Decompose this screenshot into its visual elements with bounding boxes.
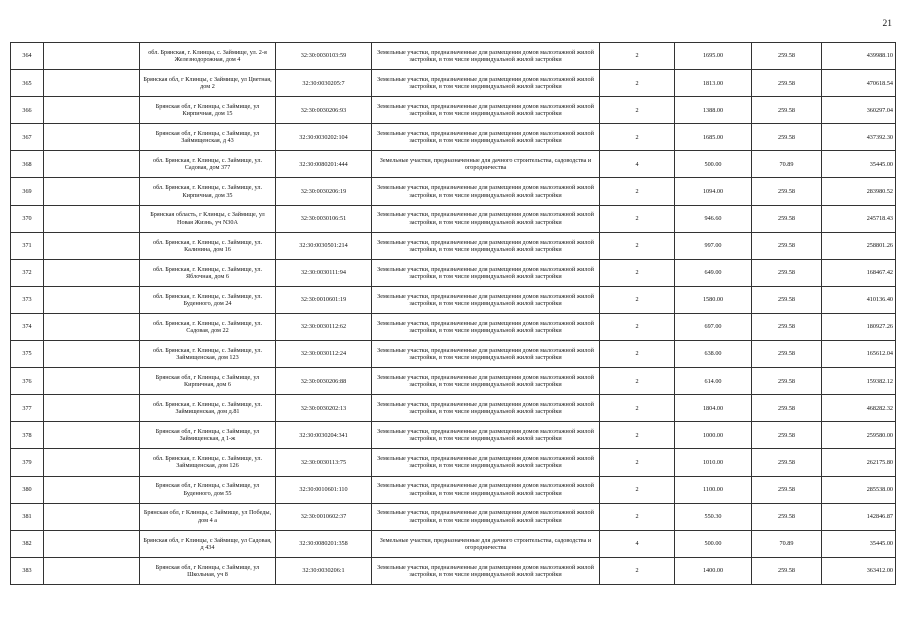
row-number-cell: 380 xyxy=(11,476,44,503)
land-use-cell: Земельные участки, предназначенные для размещения домов малоэтажной жилой застройки, в том числе индивидуальной жилой застройки xyxy=(372,70,600,97)
land-use-cell: Земельные участки, предназначенные для размещения домов малоэтажной жилой застройки, в том числе индивидуальной жилой застройки xyxy=(372,97,600,124)
spacer-cell xyxy=(44,259,140,286)
rate-cell: 70.89 xyxy=(752,530,822,557)
row-number-cell: 368 xyxy=(11,151,44,178)
cadastral-value-cell: 259580.00 xyxy=(822,422,896,449)
table-row xyxy=(11,232,896,259)
row-number-cell: 378 xyxy=(11,422,44,449)
cadastral-number-cell: 32:30:0030205:7 xyxy=(276,70,372,97)
area-cell: 649.00 xyxy=(675,259,752,286)
cadastral-number-cell: 32:30:0030206:19 xyxy=(276,178,372,205)
cadastral-number-cell: 32:30:0030111:94 xyxy=(276,259,372,286)
group-cell: 2 xyxy=(600,124,675,151)
cadastral-value-cell: 437392.30 xyxy=(822,124,896,151)
spacer-cell xyxy=(44,124,140,151)
row-number-cell: 375 xyxy=(11,341,44,368)
table-row xyxy=(11,43,896,70)
table-row xyxy=(11,476,896,503)
cadastral-value-cell: 360297.04 xyxy=(822,97,896,124)
group-cell: 2 xyxy=(600,178,675,205)
cadastral-number-cell: 32:30:0080201:358 xyxy=(276,530,372,557)
land-use-cell: Земельные участки, предназначенные для дачного строительства, садоводства и огородничества xyxy=(372,151,600,178)
group-cell: 2 xyxy=(600,70,675,97)
rate-cell: 259.58 xyxy=(752,124,822,151)
spacer-cell xyxy=(44,97,140,124)
cadastral-number-cell: 32:30:0030106:51 xyxy=(276,205,372,232)
cadastral-number-cell: 32:30:0030112:62 xyxy=(276,313,372,340)
cadastral-value-cell: 283980.52 xyxy=(822,178,896,205)
spacer-cell xyxy=(44,205,140,232)
spacer-cell xyxy=(44,341,140,368)
row-number-cell: 379 xyxy=(11,449,44,476)
rate-cell: 259.58 xyxy=(752,368,822,395)
table-row xyxy=(11,395,896,422)
rate-cell: 70.89 xyxy=(752,151,822,178)
group-cell: 2 xyxy=(600,43,675,70)
group-cell: 4 xyxy=(600,151,675,178)
land-use-cell: Земельные участки, предназначенные для размещения домов малоэтажной жилой застройки, в том числе индивидуальной жилой застройки xyxy=(372,232,600,259)
row-number-cell: 377 xyxy=(11,395,44,422)
area-cell: 1000.00 xyxy=(675,422,752,449)
table-body xyxy=(11,43,896,585)
address-cell: обл. Брянская, г. Клинцы, с. Займище, ул. Садовая, дом 377 xyxy=(140,151,276,178)
cadastral-number-cell: 32:30:0030206:1 xyxy=(276,557,372,584)
land-use-cell: Земельные участки, предназначенные для размещения домов малоэтажной жилой застройки, в том числе индивидуальной жилой застройки xyxy=(372,557,600,584)
cadastral-number-cell: 32:30:0030202:13 xyxy=(276,395,372,422)
cadastral-value-cell: 142846.87 xyxy=(822,503,896,530)
cadastral-value-cell: 245718.43 xyxy=(822,205,896,232)
address-cell: Брянская обл, г Клинцы, с Займище, ул Кирпичная, дом 15 xyxy=(140,97,276,124)
cadastral-value-cell: 35445.00 xyxy=(822,530,896,557)
rate-cell: 259.58 xyxy=(752,70,822,97)
row-number-cell: 365 xyxy=(11,70,44,97)
area-cell: 1094.00 xyxy=(675,178,752,205)
table-row xyxy=(11,286,896,313)
cadastral-value-cell: 159382.12 xyxy=(822,368,896,395)
rate-cell: 259.58 xyxy=(752,178,822,205)
cadastral-value-cell: 180927.26 xyxy=(822,313,896,340)
spacer-cell xyxy=(44,70,140,97)
address-cell: Брянская обл, г Клинцы, с Займище, ул Буденного, дом 55 xyxy=(140,476,276,503)
address-cell: обл. Брянская, г. Клинцы, с. Займище, ул. Яблочная, дом 6 xyxy=(140,259,276,286)
area-cell: 550.30 xyxy=(675,503,752,530)
rate-cell: 259.58 xyxy=(752,259,822,286)
address-cell: Брянская обл, г Клинцы, с Займище, ул Займищенская, д 1-ж xyxy=(140,422,276,449)
address-cell: обл. Брянская, г. Клинцы, с. Займище, ул. Займищенская, дом 123 xyxy=(140,341,276,368)
group-cell: 2 xyxy=(600,449,675,476)
address-cell: Брянская обл, г Клинцы, с Займище, ул Школьная, уч 8 xyxy=(140,557,276,584)
table-row xyxy=(11,70,896,97)
area-cell: 638.00 xyxy=(675,341,752,368)
spacer-cell xyxy=(44,422,140,449)
area-cell: 500.00 xyxy=(675,530,752,557)
cadastral-number-cell: 32:30:0030204:341 xyxy=(276,422,372,449)
rate-cell: 259.58 xyxy=(752,557,822,584)
spacer-cell xyxy=(44,286,140,313)
page-number: 21 xyxy=(882,19,892,29)
row-number-cell: 382 xyxy=(11,530,44,557)
rate-cell: 259.58 xyxy=(752,43,822,70)
rate-cell: 259.58 xyxy=(752,476,822,503)
row-number-cell: 367 xyxy=(11,124,44,151)
group-cell: 2 xyxy=(600,313,675,340)
land-use-cell: Земельные участки, предназначенные для размещения домов малоэтажной жилой застройки, в том числе индивидуальной жилой застройки xyxy=(372,286,600,313)
land-use-cell: Земельные участки, предназначенные для размещения домов малоэтажной жилой застройки, в том числе индивидуальной жилой застройки xyxy=(372,43,600,70)
cadastral-number-cell: 32:30:0080201:444 xyxy=(276,151,372,178)
table-row xyxy=(11,151,896,178)
area-cell: 1010.00 xyxy=(675,449,752,476)
land-use-cell: Земельные участки, предназначенные для размещения домов малоэтажной жилой застройки, в том числе индивидуальной жилой застройки xyxy=(372,205,600,232)
group-cell: 2 xyxy=(600,476,675,503)
cadastral-value-cell: 439988.10 xyxy=(822,43,896,70)
cadastral-number-cell: 32:30:0030112:24 xyxy=(276,341,372,368)
spacer-cell xyxy=(44,313,140,340)
land-use-cell: Земельные участки, предназначенные для дачного строительства, садоводства и огородничества xyxy=(372,530,600,557)
land-use-cell: Земельные участки, предназначенные для размещения домов малоэтажной жилой застройки, в том числе индивидуальной жилой застройки xyxy=(372,395,600,422)
group-cell: 2 xyxy=(600,259,675,286)
spacer-cell xyxy=(44,395,140,422)
table-row xyxy=(11,341,896,368)
land-use-cell: Земельные участки, предназначенные для размещения домов малоэтажной жилой застройки, в том числе индивидуальной жилой застройки xyxy=(372,124,600,151)
row-number-cell: 371 xyxy=(11,232,44,259)
row-number-cell: 383 xyxy=(11,557,44,584)
cadastral-value-cell: 363412.00 xyxy=(822,557,896,584)
spacer-cell xyxy=(44,43,140,70)
group-cell: 2 xyxy=(600,557,675,584)
cadastral-number-cell: 32:30:0010602:37 xyxy=(276,503,372,530)
area-cell: 1580.00 xyxy=(675,286,752,313)
land-use-cell: Земельные участки, предназначенные для размещения домов малоэтажной жилой застройки, в том числе индивидуальной жилой застройки xyxy=(372,368,600,395)
row-number-cell: 364 xyxy=(11,43,44,70)
group-cell: 2 xyxy=(600,205,675,232)
group-cell: 2 xyxy=(600,395,675,422)
group-cell: 2 xyxy=(600,368,675,395)
address-cell: обл. Брянская, г. Клинцы, с. Займище, ул. Кирпичная, дом 35 xyxy=(140,178,276,205)
row-number-cell: 372 xyxy=(11,259,44,286)
row-number-cell: 366 xyxy=(11,97,44,124)
address-cell: Брянская обл, г Клинцы, с Займище, ул Садовая, д 434 xyxy=(140,530,276,557)
address-cell: Брянская область, г Клинцы, с Займище, ул Новая Жизнь, уч N30А xyxy=(140,205,276,232)
spacer-cell xyxy=(44,503,140,530)
group-cell: 4 xyxy=(600,530,675,557)
spacer-cell xyxy=(44,449,140,476)
row-number-cell: 376 xyxy=(11,368,44,395)
cadastral-value-cell: 285538.00 xyxy=(822,476,896,503)
row-number-cell: 381 xyxy=(11,503,44,530)
land-use-cell: Земельные участки, предназначенные для размещения домов малоэтажной жилой застройки, в том числе индивидуальной жилой застройки xyxy=(372,503,600,530)
table-row xyxy=(11,449,896,476)
address-cell: обл. Брянская, г. Клинцы, с. Займище, ул. Займищенская, дом д.81 xyxy=(140,395,276,422)
cadastral-value-cell: 470618.54 xyxy=(822,70,896,97)
spacer-cell xyxy=(44,368,140,395)
land-use-cell: Земельные участки, предназначенные для размещения домов малоэтажной жилой застройки, в том числе индивидуальной жилой застройки xyxy=(372,259,600,286)
group-cell: 2 xyxy=(600,97,675,124)
table-row xyxy=(11,530,896,557)
group-cell: 2 xyxy=(600,341,675,368)
rate-cell: 259.58 xyxy=(752,341,822,368)
rate-cell: 259.58 xyxy=(752,449,822,476)
rate-cell: 259.58 xyxy=(752,422,822,449)
table-row xyxy=(11,368,896,395)
area-cell: 1813.00 xyxy=(675,70,752,97)
table-row xyxy=(11,313,896,340)
area-cell: 500.00 xyxy=(675,151,752,178)
cadastral-value-cell: 165612.04 xyxy=(822,341,896,368)
area-cell: 1100.00 xyxy=(675,476,752,503)
spacer-cell xyxy=(44,476,140,503)
land-registry-table xyxy=(10,42,896,585)
cadastral-value-cell: 35445.00 xyxy=(822,151,896,178)
cadastral-number-cell: 32:30:0030206:88 xyxy=(276,368,372,395)
address-cell: обл. Брянская, г. Клинцы, с. Займище, ул. 2-я Железнодорожная, дом 4 xyxy=(140,43,276,70)
rate-cell: 259.58 xyxy=(752,97,822,124)
area-cell: 1804.00 xyxy=(675,395,752,422)
table-row xyxy=(11,259,896,286)
land-use-cell: Земельные участки, предназначенные для размещения домов малоэтажной жилой застройки, в том числе индивидуальной жилой застройки xyxy=(372,178,600,205)
cadastral-value-cell: 410136.40 xyxy=(822,286,896,313)
cadastral-value-cell: 468282.32 xyxy=(822,395,896,422)
rate-cell: 259.58 xyxy=(752,395,822,422)
area-cell: 1400.00 xyxy=(675,557,752,584)
table-row xyxy=(11,557,896,584)
spacer-cell xyxy=(44,151,140,178)
area-cell: 946.60 xyxy=(675,205,752,232)
rate-cell: 259.58 xyxy=(752,503,822,530)
address-cell: обл. Брянская, г. Клинцы, с. Займище, ул. Буденного, дом 24 xyxy=(140,286,276,313)
area-cell: 1388.00 xyxy=(675,97,752,124)
spacer-cell xyxy=(44,557,140,584)
cadastral-number-cell: 32:30:0030103:59 xyxy=(276,43,372,70)
cadastral-number-cell: 32:30:0030206:93 xyxy=(276,97,372,124)
cadastral-number-cell: 32:30:0030202:104 xyxy=(276,124,372,151)
rate-cell: 259.58 xyxy=(752,205,822,232)
land-use-cell: Земельные участки, предназначенные для размещения домов малоэтажной жилой застройки, в том числе индивидуальной жилой застройки xyxy=(372,341,600,368)
row-number-cell: 373 xyxy=(11,286,44,313)
row-number-cell: 369 xyxy=(11,178,44,205)
cadastral-number-cell: 32:30:0030113:75 xyxy=(276,449,372,476)
area-cell: 697.00 xyxy=(675,313,752,340)
area-cell: 1695.00 xyxy=(675,43,752,70)
table-row xyxy=(11,205,896,232)
cadastral-number-cell: 32:30:0010601:110 xyxy=(276,476,372,503)
address-cell: обл. Брянская, г. Клинцы, с. Займище, ул. Садовая, дом 22 xyxy=(140,313,276,340)
rate-cell: 259.58 xyxy=(752,232,822,259)
group-cell: 2 xyxy=(600,422,675,449)
address-cell: обл. Брянская, г. Клинцы, с. Займище, ул. Калинина, дом 16 xyxy=(140,232,276,259)
area-cell: 614.00 xyxy=(675,368,752,395)
group-cell: 2 xyxy=(600,286,675,313)
cadastral-value-cell: 262175.80 xyxy=(822,449,896,476)
cadastral-value-cell: 258801.26 xyxy=(822,232,896,259)
table-row xyxy=(11,422,896,449)
rate-cell: 259.58 xyxy=(752,286,822,313)
address-cell: Брянская обл, г Клинцы, с Займище, ул Займищенская, д 43 xyxy=(140,124,276,151)
table-row xyxy=(11,178,896,205)
group-cell: 2 xyxy=(600,232,675,259)
spacer-cell xyxy=(44,232,140,259)
land-use-cell: Земельные участки, предназначенные для размещения домов малоэтажной жилой застройки, в том числе индивидуальной жилой застройки xyxy=(372,449,600,476)
land-use-cell: Земельные участки, предназначенные для размещения домов малоэтажной жилой застройки, в том числе индивидуальной жилой застройки xyxy=(372,422,600,449)
rate-cell: 259.58 xyxy=(752,313,822,340)
spacer-cell xyxy=(44,530,140,557)
area-cell: 1685.00 xyxy=(675,124,752,151)
land-use-cell: Земельные участки, предназначенные для размещения домов малоэтажной жилой застройки, в том числе индивидуальной жилой застройки xyxy=(372,313,600,340)
cadastral-number-cell: 32:30:0030501:214 xyxy=(276,232,372,259)
table-row xyxy=(11,124,896,151)
cadastral-value-cell: 168467.42 xyxy=(822,259,896,286)
cadastral-number-cell: 32:30:0010601:19 xyxy=(276,286,372,313)
area-cell: 997.00 xyxy=(675,232,752,259)
group-cell: 2 xyxy=(600,503,675,530)
address-cell: Брянская обл, г Клинцы, с Займище, ул Цветная, дом 2 xyxy=(140,70,276,97)
address-cell: Брянская обл, г Клинцы, с Займище, ул Победы, дом 4 а xyxy=(140,503,276,530)
spacer-cell xyxy=(44,178,140,205)
row-number-cell: 370 xyxy=(11,205,44,232)
table-row xyxy=(11,503,896,530)
land-use-cell: Земельные участки, предназначенные для размещения домов малоэтажной жилой застройки, в том числе индивидуальной жилой застройки xyxy=(372,476,600,503)
table-row xyxy=(11,97,896,124)
row-number-cell: 374 xyxy=(11,313,44,340)
address-cell: обл. Брянская, г. Клинцы, с. Займище, ул. Займищенская, дом 126 xyxy=(140,449,276,476)
address-cell: Брянская обл, г Клинцы, с Займище, ул Кирпичная, дом 6 xyxy=(140,368,276,395)
